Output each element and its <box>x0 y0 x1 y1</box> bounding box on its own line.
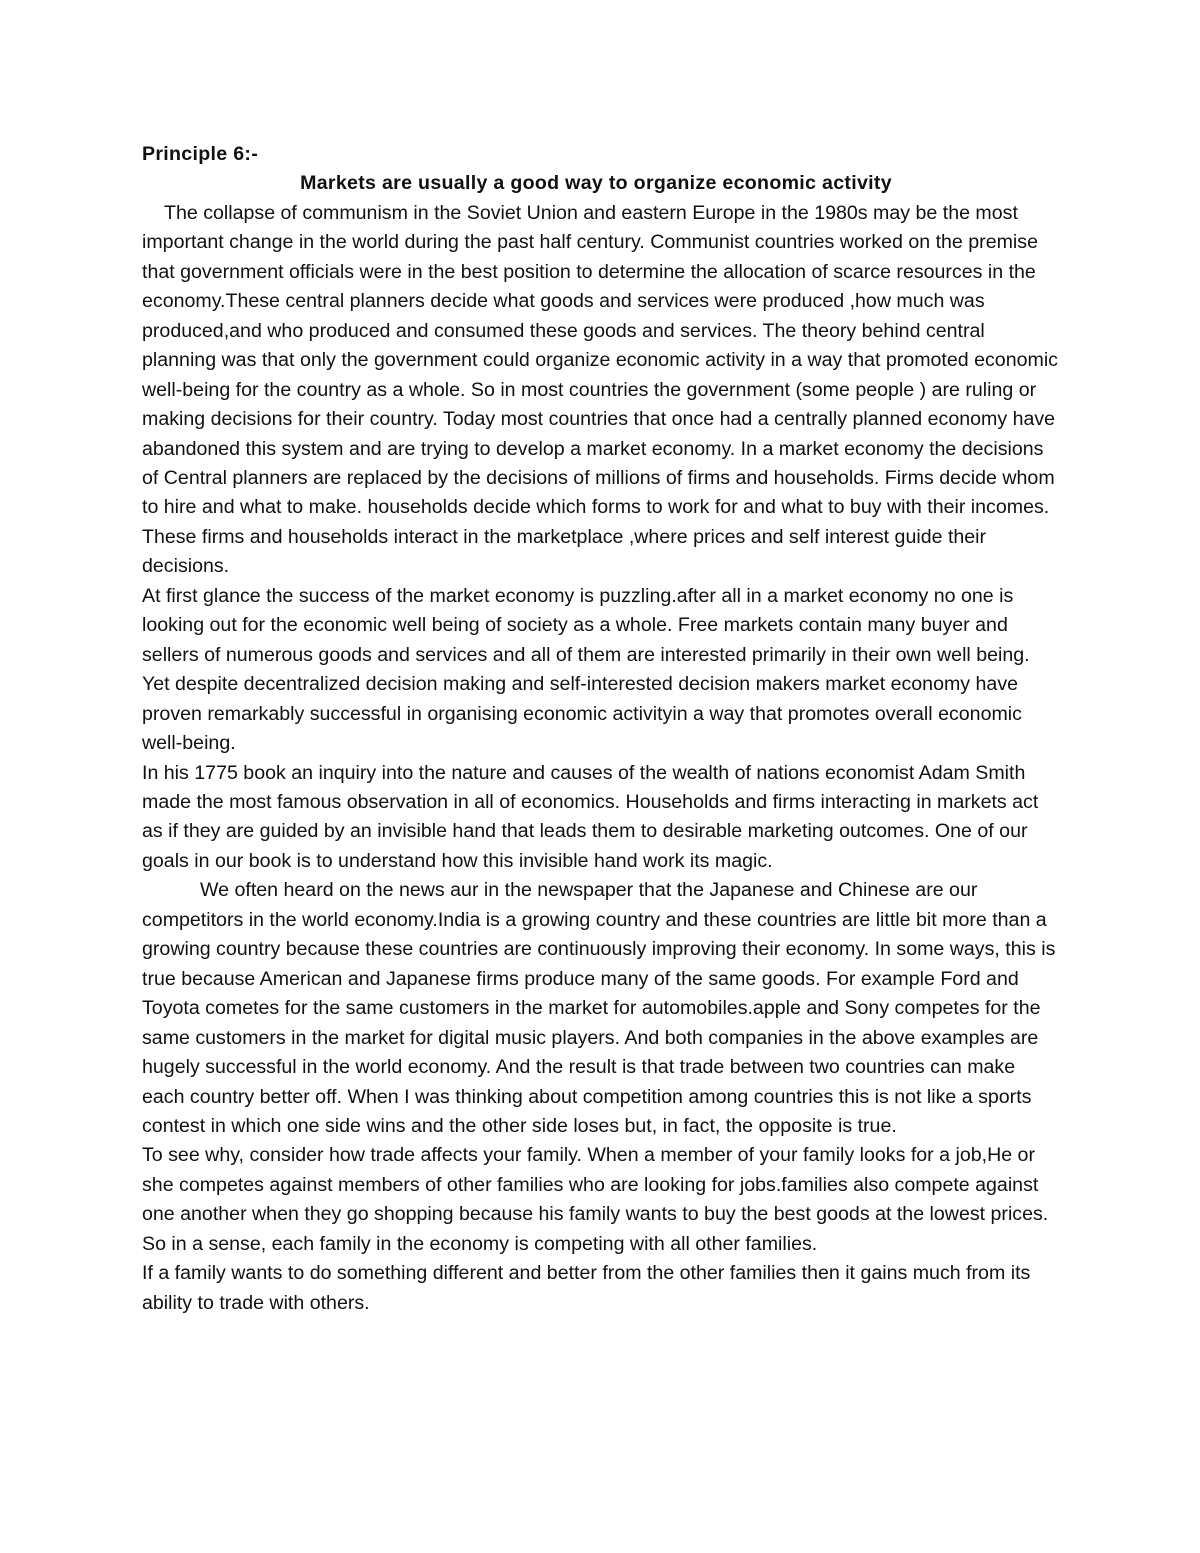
paragraph-conclusion: If a family wants to do something different and better from the other families then it gains much from its ability to trade with others. <box>142 1262 1031 1314</box>
principle-subtitle: Markets are usually a good way to organize economic activity <box>300 172 892 195</box>
principle-heading: Principle 6:- <box>142 143 259 165</box>
paragraph-market-success: At first glance the success of the market economy is puzzling.after all in a market economy no one is looking out for the economic well being of society as a whole. Free markets contain many buyer and sellers of numerous goods and services and all of them are interested primarily in their own well being. Yet despite decentralized decision making and self-interested decision makers market economy have proven remarkably successful in organising economic activityin a way that promotes overall economic well-being. <box>142 584 1030 755</box>
document-body <box>142 140 1060 1318</box>
paragraph-family-trade: To see why, consider how trade affects your family. When a member of your family looks for a job,He or she competes against members of other families who are looking for jobs.families also compete against one another when they go shopping because his family wants to buy the best goods at the lowest prices. So in a sense, each family in the economy is competing with all other families. <box>142 1144 1049 1255</box>
paragraph-adam-smith: In his 1775 book an inquiry into the nature and causes of the wealth of nations economist Adam Smith made the most famous observation in all of economics. Households and firms interacting in markets act as if they are guided by an invisible hand that leads them to desirable marketing outcomes. One of our goals in our book is to understand how this invisible hand work its magic. <box>142 761 1039 872</box>
paragraph-competitors: We often heard on the news aur in the newspaper that the Japanese and Chinese are our competitors in the world economy.India is a growing country and these countries are little bit more than a growing country because these countries are continuously improving their economy. In some ways, this is true because American and Japanese firms produce many of the same goods. For example Ford and Toyota cometes for the same customers in the market for automobiles.apple and Sony competes for the same customers in the market for digital music players. And both companies in the above examples are hugely successful in the world economy. And the result is that trade between two countries can make each country better off. When I was thinking about competition among countries this is not like a sports contest in which one side wins and the other side loses but, in fact, the opposite is true. <box>142 879 1056 1137</box>
paragraph-communism: The collapse of communism in the Soviet Union and eastern Europe in the 1980s may be the most important change in the world during the past half century. Communist countries worked on the premise that government officials were in the best position to determine the allocation of scarce resources in the economy.These central planners decide what goods and services were produced ,how much was produced,and who produced and consumed these goods and services. The theory behind central planning was that only the government could organize economic activity in a way that promoted economic well-being for the country as a whole. So in most countries the government (some people ) are ruling or making decisions for their country. Today most countries that once had a centrally planned economy have abandoned this system and are trying to develop a market economy. In a market economy the decisions of Central planners are replaced by the decisions of millions of firms and households. Firms decide whom to hire and what to make. households decide which forms to work for and what to buy with their incomes. These firms and households interact in the marketplace ,where prices and self interest guide their decisions. <box>142 201 1058 578</box>
